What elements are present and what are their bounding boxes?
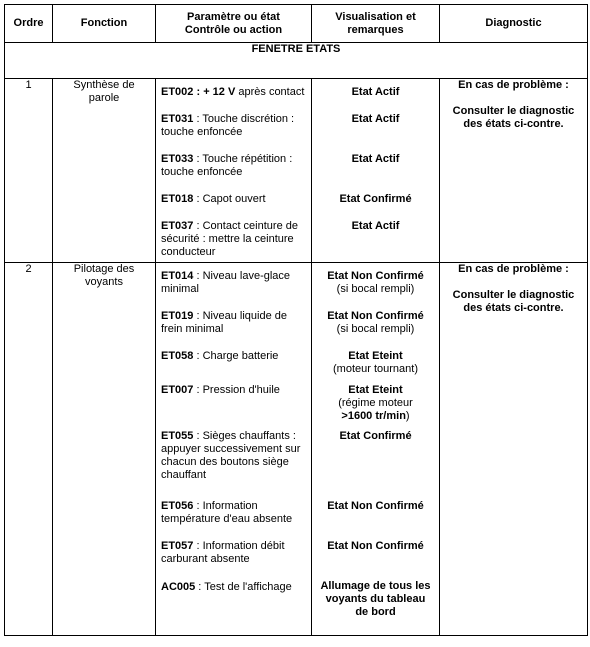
vis-item [314,540,437,580]
vis-state: Etat Non Confirmé [327,500,424,512]
param-text: carburant absente [161,553,250,565]
diag-line3: des états ci-contre. [463,302,564,314]
header-fonction: Fonction [53,5,156,43]
header-parametre-line1: Paramètre ou état [187,10,280,23]
vis-state: voyants du tableau [325,593,426,605]
param-item [161,193,308,220]
param-item [161,220,308,259]
vis-item [314,580,437,619]
vis-item [314,384,437,430]
param-item [161,540,308,580]
vis-state: Etat Non Confirmé [327,270,424,282]
header-visualisation [312,5,440,43]
diag-line1: En cas de problème : [458,263,569,275]
param-code: ET002 : [161,86,201,98]
param-text: : Niveau liquide de [193,310,287,322]
param-item [161,580,308,594]
fonction-cell [53,263,156,636]
fonction-line1: Pilotage des [73,263,135,275]
diagnostic-cell [440,79,588,263]
header-visu-line2: remarques [347,23,404,36]
param-text: après contact [235,86,305,98]
param-code: ET057 [161,540,194,552]
parametre-cell [156,79,312,263]
vis-state: Etat Actif [351,220,400,232]
header-parametre-line2: Contrôle ou action [184,23,283,36]
header-row [5,5,588,43]
visualisation-cell [312,79,440,263]
diagnostic-table [4,4,588,636]
vis-item [314,310,437,350]
vis-state: Etat Actif [351,113,400,125]
param-code: ET033 [161,153,194,165]
vis-item [314,500,437,540]
param-item [161,500,308,540]
fonction-line2: parole [88,92,120,104]
parametre-cell [156,263,312,636]
param-text-bold: + 12 V [200,86,236,98]
vis-state: Etat Confirmé [339,430,412,442]
diag-line2: Consulter le diagnostic [452,105,575,117]
param-text: minimal [161,283,199,295]
vis-state: Etat Non Confirmé [327,540,424,552]
param-text: touche enfoncée [161,126,243,138]
param-text: : Pression d'huile [193,384,280,396]
vis-remark: ) [405,410,410,422]
param-text: : Information [193,500,258,512]
param-text: chacun des boutons siège [161,456,289,468]
param-text: : Touche discrétion : [193,113,295,125]
param-code: ET018 [161,193,194,205]
vis-state: Allumage de tous les [320,580,431,592]
vis-remark: (régime moteur [338,397,413,409]
param-text: : Capot ouvert [193,193,266,205]
vis-remark: (moteur tournant) [333,363,418,375]
param-item [161,350,308,384]
param-text: : Niveau lave-glace [193,270,291,282]
diagnostic-cell [440,263,588,636]
vis-remark: (si bocal rempli) [336,323,415,335]
param-text: : Sièges chauffants : [193,430,296,442]
section-row [5,43,588,79]
param-item [161,153,308,193]
param-text: chauffant [161,469,207,481]
param-item [161,270,308,310]
header-diagnostic: Diagnostic [440,5,588,43]
param-item [161,430,308,500]
vis-state: Etat Actif [351,86,400,98]
param-text: : Touche répétition : [193,153,293,165]
vis-item [314,350,437,384]
header-ordre: Ordre [5,5,53,43]
param-text: : Charge batterie [193,350,279,362]
param-item [161,310,308,350]
param-text: conducteur [161,246,216,258]
vis-item [314,270,437,310]
ordre-cell: 2 [5,263,53,636]
table-row [5,263,588,636]
param-text: touche enfoncée [161,166,243,178]
param-item [161,113,308,153]
param-item [161,384,308,430]
vis-remark-bold: >1600 tr/min [341,410,406,422]
param-text: : Contact ceinture de [193,220,298,232]
ordre-cell: 1 [5,79,53,263]
diag-line2: Consulter le diagnostic [452,289,575,301]
vis-state: Etat Non Confirmé [327,310,424,322]
param-code: ET031 [161,113,194,125]
visualisation-cell [312,263,440,636]
vis-state: Etat Confirmé [339,193,412,205]
vis-state: de bord [355,606,396,618]
param-text: sécurité : mettre la ceinture [161,233,294,245]
param-text: : Information débit [193,540,285,552]
vis-state: Etat Actif [351,153,400,165]
param-text: appuyer successivement sur [161,443,301,455]
param-code: ET037 [161,220,194,232]
fonction-cell [53,79,156,263]
fonction-line1: Synthèse de [73,79,135,91]
diag-line3: des états ci-contre. [463,118,564,130]
vis-state: Etat Eteint [348,350,403,362]
param-code: ET014 [161,270,194,282]
param-code: ET019 [161,310,194,322]
param-item [161,86,308,113]
param-code: ET055 [161,430,194,442]
vis-state: Etat Eteint [348,384,403,396]
header-visu-line1: Visualisation et [335,10,416,23]
section-title: FENETRE ETATS [5,43,588,79]
param-code: ET058 [161,350,194,362]
param-text: frein minimal [161,323,224,335]
table-row [5,79,588,263]
param-code: ET007 [161,384,194,396]
vis-item [314,430,437,500]
param-text: température d'eau absente [161,513,293,525]
diag-line1: En cas de problème : [458,79,569,91]
param-code: ET056 [161,500,194,512]
header-parametre [156,5,312,43]
vis-remark: (si bocal rempli) [336,283,415,295]
fonction-line2: voyants [85,276,123,288]
param-text: : Test de l'affichage [195,581,292,593]
param-code: AC005 [161,581,196,593]
document-page [4,4,587,636]
